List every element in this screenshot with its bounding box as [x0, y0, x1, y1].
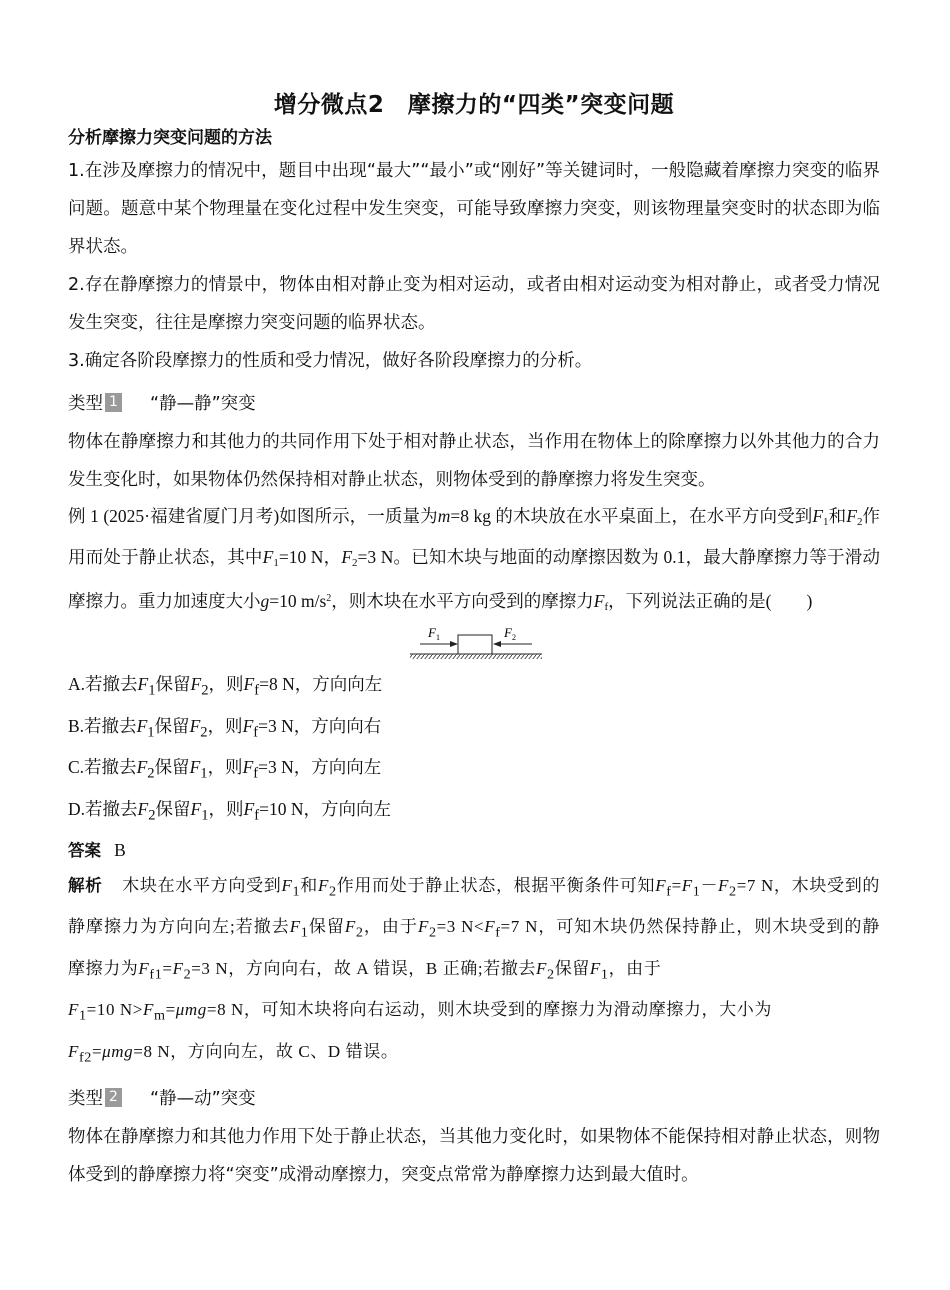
type1-description: 物体在静摩擦力和其他力的共同作用下处于相对静止状态，当作用在物体上的除摩擦力以外其他力的合力发生变化时，如果物体仍然保持相对静止状态，则物体受到的静摩擦力将发生突变。	[68, 432, 880, 490]
method-point-3: 3.确定各阶段摩擦力的性质和受力情况，做好各阶段摩擦力的分析。	[68, 351, 593, 371]
option-a: A.若撤去$F_1$保留$F_2$，则$F_f=8$ N，方向向左	[68, 674, 383, 699]
force-diagram	[408, 625, 548, 663]
type2-number-badge: 2	[105, 1088, 122, 1107]
example-1-stem: 例 1 (2025·福建省厦门月考)如图所示，一质量为m=8 kg 的木块放在水平桌面上，在水平方向受到$F_1$和$F_2$作用而处于静止状态，其中$F_1=10$ N，$F_2=3$ N。已知木块与地面的动摩擦因数为 0.1，最大静摩擦力等于滑动摩擦力。重力加速度大小g=10 $m/s^2$，则木块在水平方向受到的摩擦力$F_f$，下列说法正确的是( )	[68, 506, 881, 613]
solution-text: 解析 木块在水平方向受到$F_1$和$F_2$作用而处于静止状态，根据平衡条件可知$F_f=F_1-F_2=7$ N，木块受到的静摩擦力为方向向左;若撤去$F_1$保留$F_2$，由于$F_2=3$ $N<F_f=7$ N，可知木块仍然保持静止，则木块受到的静摩擦力为$F_{f1}=F_2=3$ N，方向向右，故 A 错误，B 正确;若撤去$F_2$保留$F_1$，由于 $F_1=10$ $N>F_m=\mu mg=8$ N，可知木块将向右运动，则木块受到的摩擦力为滑动摩擦力，大小为 $F_{f2}=\mu mg=8$ N，方向向左，故 C、D 错误。	[68, 876, 881, 1065]
type1-number-badge: 1	[105, 393, 122, 412]
solution-label: 解析	[68, 876, 103, 895]
option-d: D.若撤去$F_2$保留$F_1$，则$F_f=10$ N，方向向左	[68, 798, 391, 823]
type1-heading	[68, 390, 880, 415]
type2-name: “静—动”突变	[150, 1088, 256, 1109]
f1-label: $F_1$	[428, 625, 440, 642]
example-label: 例 1	[68, 506, 99, 526]
option-c: C.若撤去$F_2$保留$F_1$，则$F_f=3$ N，方向向左	[68, 757, 382, 782]
type2-prefix: 类型	[68, 1088, 103, 1109]
wood-block	[458, 635, 492, 654]
ground-hatch	[410, 654, 542, 659]
document-page	[68, 86, 880, 1194]
answer-line	[68, 833, 880, 868]
block-on-table-figure	[68, 625, 880, 665]
method-heading: 分析摩擦力突变问题的方法	[68, 128, 272, 148]
answer-value: B	[114, 840, 126, 860]
type2-heading	[68, 1085, 880, 1110]
f2-label: $F_2$	[504, 625, 516, 642]
answer-label: 答案	[68, 841, 101, 860]
type1-prefix: 类型	[68, 394, 103, 414]
method-point-1: 1.在涉及摩擦力的情况中，题目中出现“最大”“最小”或“刚好”等关键词时，一般隐藏着摩擦力突变的临界问题。题意中某个物理量在变化过程中发生突变，可能导致摩擦力突变，则该物理量突变时的状态即为临界状态。	[68, 161, 880, 257]
type2-description: 物体在静摩擦力和其他力作用下处于静止状态，当其他力变化时，如果物体不能保持相对静止状态，则物体受到的静摩擦力将“突变”成滑动摩擦力，突变点常常为静摩擦力达到最大值时。	[68, 1126, 880, 1185]
page-title: 增分微点2 摩擦力的“四类”突变问题	[273, 92, 675, 118]
example-source: (2025·福建省厦门月考)	[103, 506, 280, 526]
type1-name: “静—静”突变	[150, 394, 256, 414]
option-b: B.若撤去$F_1$保留$F_2$，则$F_f=3$ N，方向向右	[68, 715, 382, 740]
method-point-2: 2.存在静摩擦力的情景中，物体由相对静止变为相对运动，或者由相对运动变为相对静止，或者受力情况发生突变，往往是摩擦力突变问题的临界状态。	[68, 275, 880, 333]
